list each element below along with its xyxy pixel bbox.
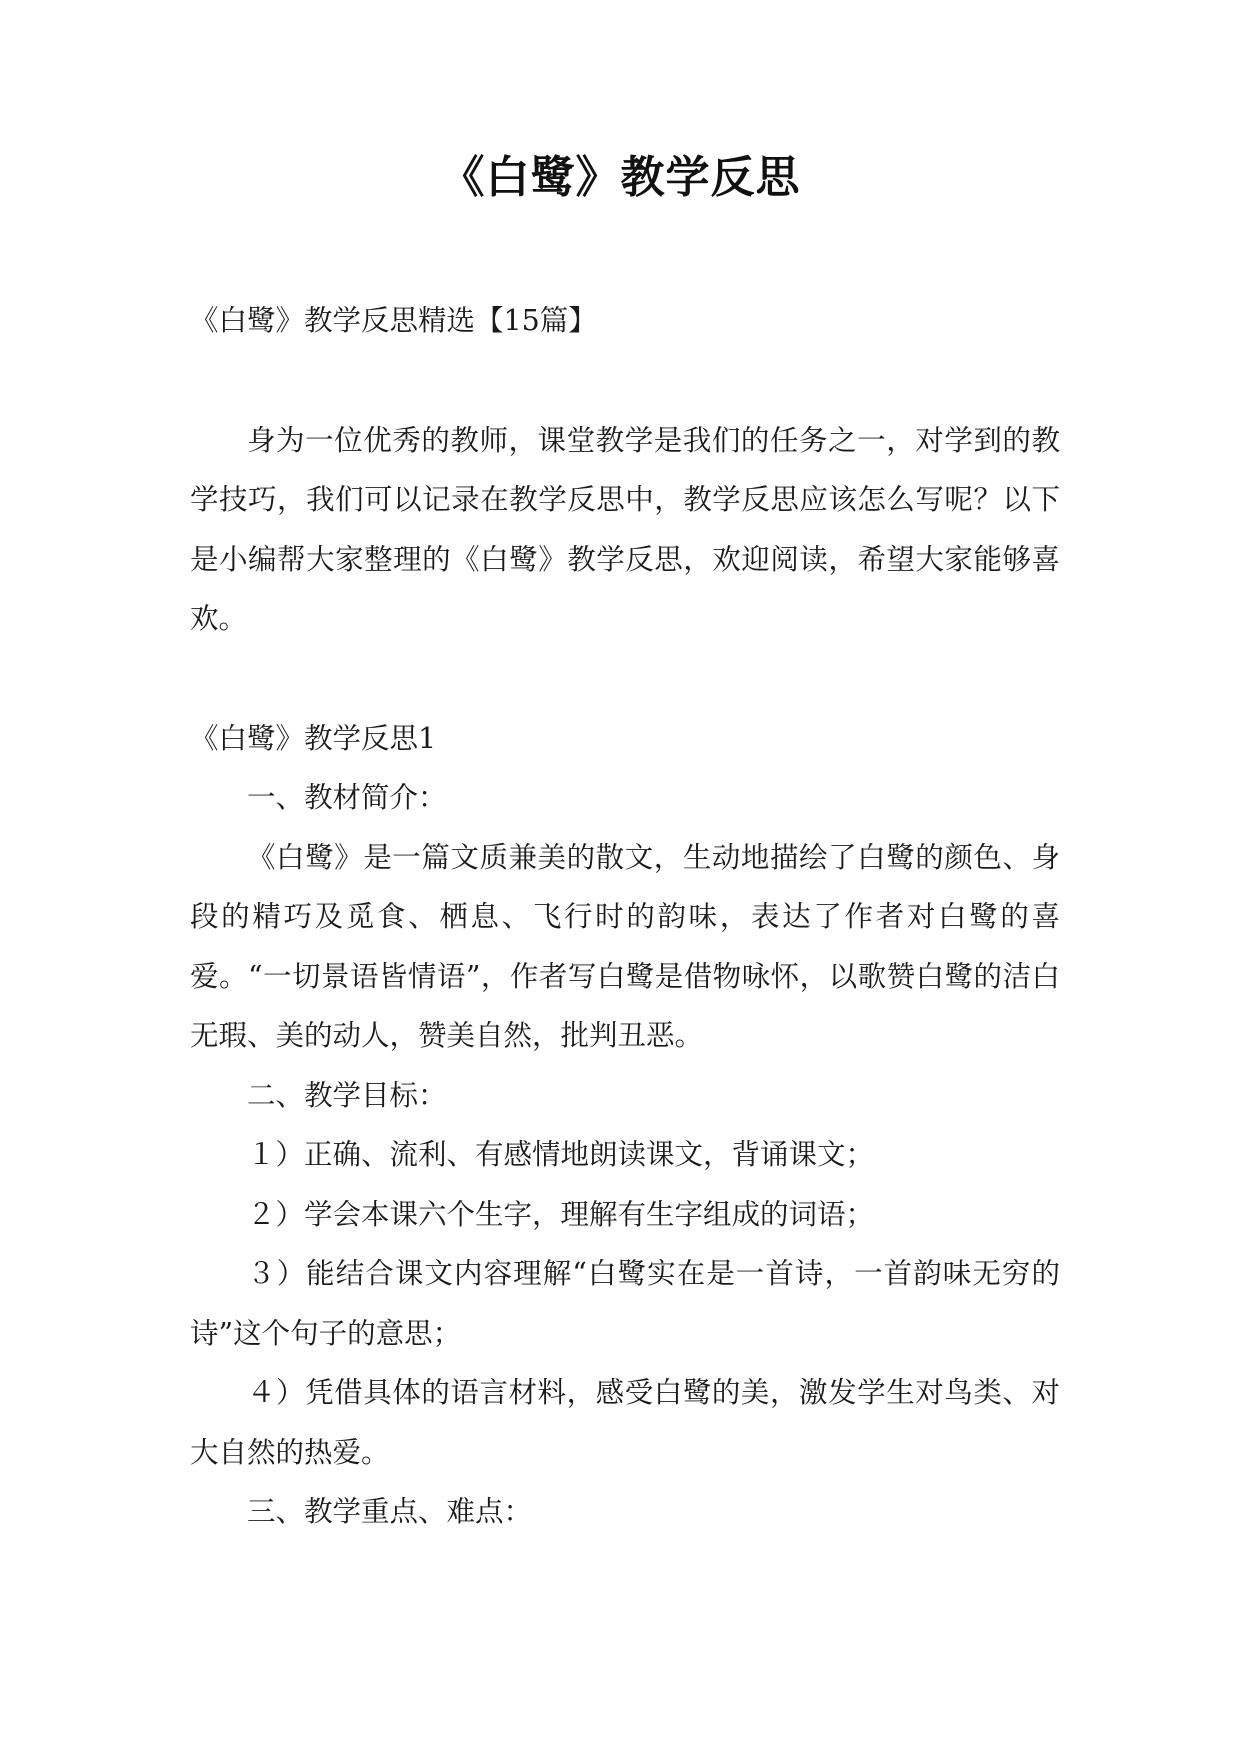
goal-item-1: １）正确、流利、有感情地朗读课文，背诵课文； [247,1138,875,1171]
goal-item-4: ４）凭借具体的语言材料，感受白鹭的美，激发学生对鸟类、对大自然的热爱。 [190,1376,1060,1469]
materials-heading: 一、教材简介： [247,781,447,814]
key-points-heading: 三、教学重点、难点： [247,1495,533,1528]
document-subtitle: 《白鹭》教学反思精选【15篇】 [190,304,597,337]
section-heading: 《白鹭》教学反思1 [190,721,437,755]
goal-item-2: ２）学会本课六个生字，理解有生字组成的词语； [247,1197,875,1231]
page-title: 《白鹭》教学反思 [440,152,801,203]
goal-item-3: ３）能结合课文内容理解“白鹭实在是一首诗，一首韵味无穷的诗”这个句子的意思； [190,1257,1060,1350]
document-body [190,291,1060,1542]
intro-paragraph: 身为一位优秀的教师，课堂教学是我们的任务之一，对学到的教学技巧，我们可以记录在教学反思中，教学反思应该怎么写呢？以下是小编帮大家整理的《白鹭》教学反思，欢迎阅读，希望大家能够喜欢。 [190,423,1060,635]
goals-heading: 二、教学目标： [247,1078,447,1112]
paragraph-spacer [190,351,1060,411]
paragraph-spacer [190,649,1060,709]
materials-paragraph: 《白鹭》是一篇文质兼美的散文，生动地描绘了白鹭的颜色、身段的精巧及觅食、栖息、飞行时的韵味，表达了作者对白鹭的喜爱。“一切景语皆情语”，作者写白鹭是借物咏怀，以歌赞白鹭的洁白无瑕、美的动人，赞美自然，批判丑恶。 [190,840,1060,1052]
